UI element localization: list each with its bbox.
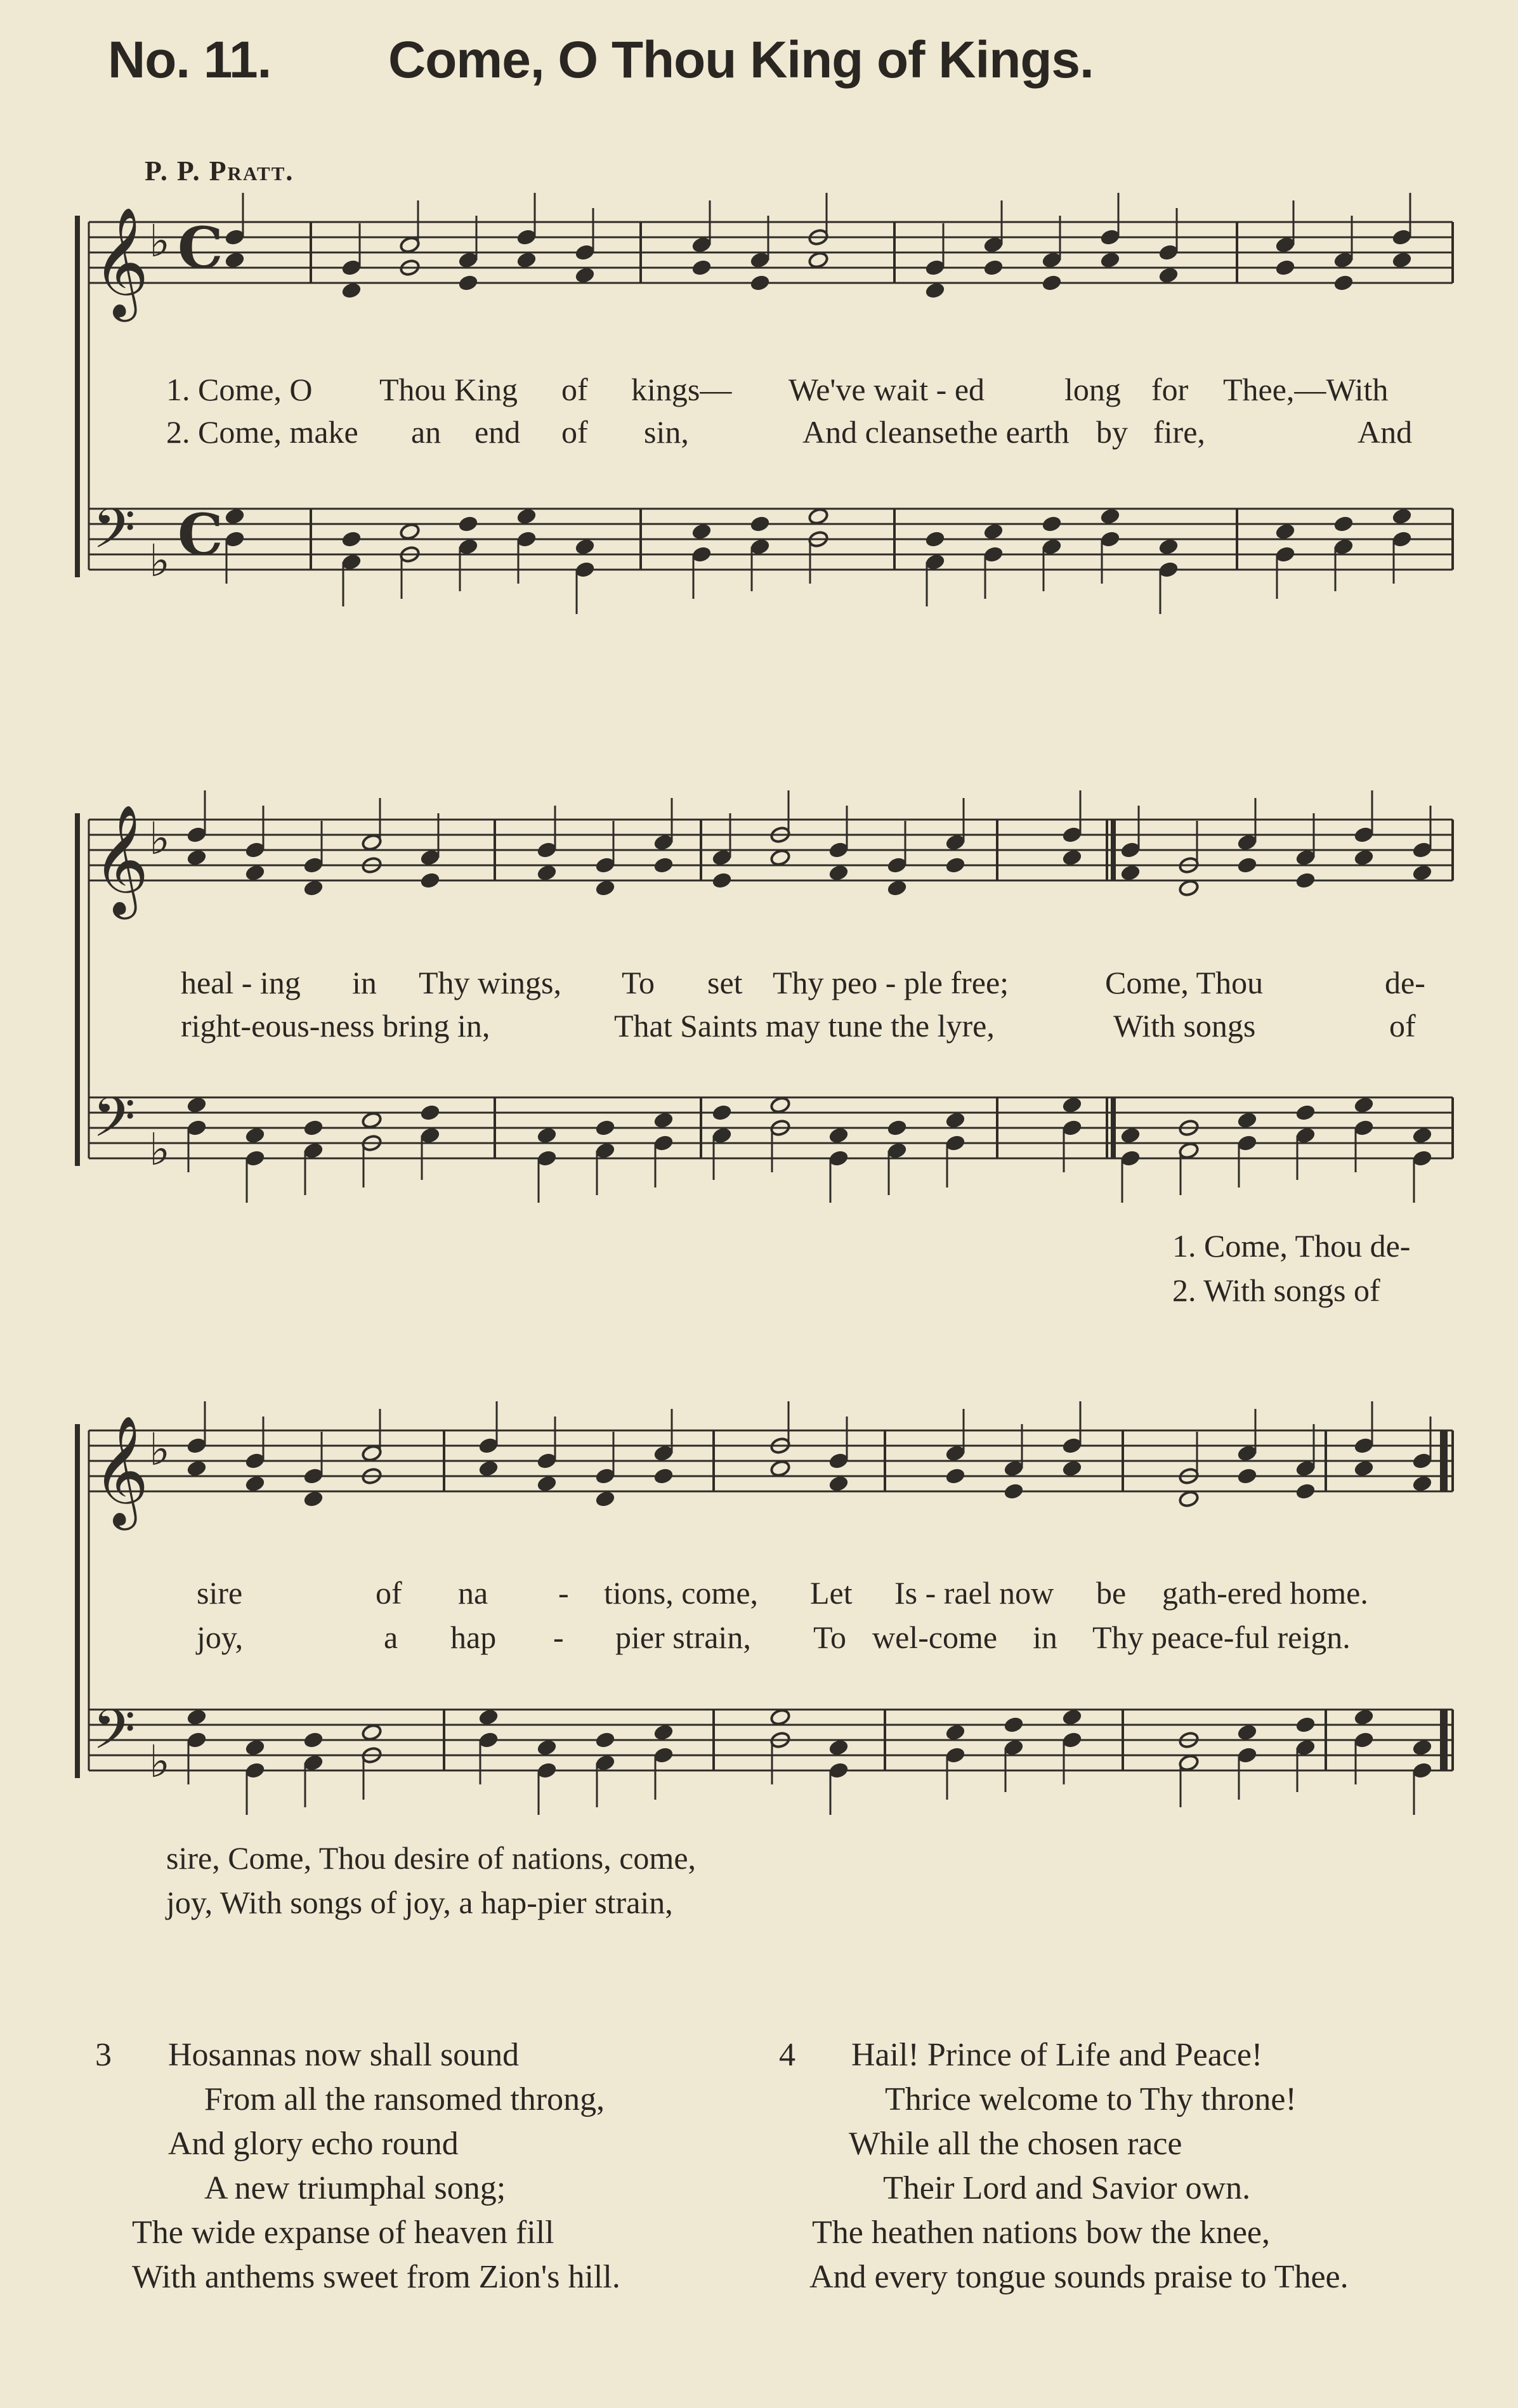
note-head <box>1353 1096 1374 1114</box>
note-head <box>945 1467 965 1485</box>
note-head <box>1061 1460 1082 1477</box>
note-head <box>1333 515 1354 533</box>
note-head <box>653 1111 674 1129</box>
lyric: 2. Come, make <box>166 414 358 450</box>
note-head <box>244 1739 265 1757</box>
note-head <box>769 1708 790 1726</box>
bass-clef-icon: 𝄢 <box>93 1698 136 1775</box>
note-head <box>691 259 712 277</box>
note-head <box>924 282 945 299</box>
note-head <box>361 1111 382 1129</box>
bass-clef-icon: 𝄢 <box>93 1085 136 1163</box>
lyric: long <box>1064 372 1121 407</box>
note-head <box>1236 1467 1257 1485</box>
note-head <box>224 507 245 525</box>
lyric: of <box>1389 1008 1416 1044</box>
lyric: sin, <box>644 414 689 450</box>
note-head <box>303 879 324 897</box>
flat-icon: ♭ <box>149 813 171 865</box>
note-head <box>536 1475 557 1493</box>
note-head <box>1411 864 1432 882</box>
lyric: heal - ing <box>181 965 301 1000</box>
note-head <box>186 1096 207 1114</box>
bass-lyric-verse-1: 1. Come, Thou de- <box>1172 1228 1411 1264</box>
note-head <box>419 872 440 889</box>
note-head <box>1178 1490 1199 1508</box>
flat-icon: ♭ <box>149 1423 171 1476</box>
note-head <box>1353 1708 1374 1726</box>
note-head <box>886 1119 907 1137</box>
bass-lyric-verse-1: sire, Come, Thou desire of nations, come, <box>166 1840 697 1876</box>
note-head <box>244 864 265 882</box>
lyric: by <box>1096 414 1128 450</box>
lyric: With songs <box>1113 1008 1256 1044</box>
lyric: - <box>553 1620 564 1655</box>
lyric: Is - rael now <box>894 1575 1054 1611</box>
note-head <box>1295 1482 1316 1500</box>
note-head <box>1158 266 1179 284</box>
note-head <box>186 1708 207 1726</box>
note-head <box>361 1724 382 1741</box>
note-head <box>419 1104 440 1122</box>
stanza-line: And every tongue sounds praise to Thee. <box>809 2259 1349 2295</box>
note-head <box>653 1467 674 1485</box>
lyric: the earth <box>959 414 1070 450</box>
lyric: 1. Come, O <box>166 372 313 407</box>
note-head <box>1120 1127 1141 1144</box>
lyric: And <box>1358 414 1413 450</box>
stanza-line: The heathen nations bow the knee, <box>812 2215 1270 2251</box>
note-head <box>303 1119 324 1137</box>
note-head <box>478 1708 499 1726</box>
note-head <box>1411 1739 1432 1757</box>
note-head <box>1274 259 1295 277</box>
lyric: sire <box>197 1575 243 1611</box>
note-head <box>1353 1460 1374 1477</box>
note-head <box>594 1490 615 1508</box>
note-head <box>1411 1127 1432 1144</box>
note-head <box>1099 507 1120 525</box>
note-head <box>711 872 732 889</box>
common-time-icon: C <box>178 501 223 568</box>
treble-clef-icon: 𝄞 <box>93 207 149 317</box>
lyric: wel-come <box>872 1620 998 1655</box>
stanza-number: 3 <box>95 2037 112 2073</box>
lyric: na <box>458 1575 488 1611</box>
lyric: in <box>1033 1620 1057 1655</box>
lyric: tions, come, <box>604 1575 759 1611</box>
note-head <box>244 1475 265 1493</box>
note-head <box>224 251 245 269</box>
stanza-line: The wide expanse of heaven fill <box>132 2215 554 2251</box>
note-head <box>1391 507 1412 525</box>
note-head <box>457 274 478 292</box>
note-head <box>749 515 770 533</box>
note-head <box>808 507 828 525</box>
note-head <box>653 856 674 874</box>
note-head <box>1003 1716 1024 1734</box>
lyric: set <box>707 965 743 1000</box>
note-head <box>828 1739 849 1757</box>
flat-icon: ♭ <box>149 1123 171 1175</box>
note-head <box>594 1119 615 1137</box>
common-time-icon: C <box>178 214 223 282</box>
note-head <box>769 849 790 867</box>
lyric: joy, <box>197 1620 244 1655</box>
note-head <box>1061 1096 1082 1114</box>
note-head <box>186 849 207 867</box>
note-head <box>516 251 537 269</box>
note-head <box>1236 1724 1257 1741</box>
note-head <box>711 1104 732 1122</box>
note-head <box>341 282 362 299</box>
note-head <box>244 1127 265 1144</box>
note-head <box>478 1460 499 1477</box>
note-head <box>945 856 965 874</box>
note-head <box>1061 849 1082 867</box>
note-head <box>536 1127 557 1144</box>
lyric: Thou King <box>379 372 518 407</box>
lyric: fire, <box>1153 414 1205 450</box>
note-head <box>1295 1716 1316 1734</box>
bass-lyric-verse-2: joy, With songs of joy, a hap-pier strain, <box>166 1885 673 1920</box>
note-head <box>1353 849 1374 867</box>
hymn-title: Come, O Thou King of Kings. <box>388 31 1094 89</box>
flat-icon: ♭ <box>149 535 171 587</box>
lyric: an <box>411 414 442 450</box>
note-head <box>1411 1475 1432 1493</box>
note-head <box>574 538 595 556</box>
flat-icon: ♭ <box>149 215 171 267</box>
stanza-line: Thrice welcome to Thy throne! <box>885 2081 1297 2117</box>
note-head <box>303 1731 324 1749</box>
lyric: of <box>561 372 588 407</box>
lyric: Thy peace-ful reign. <box>1092 1620 1351 1655</box>
note-head <box>828 864 849 882</box>
stanza-line: Hosannas now shall sound <box>168 2037 520 2073</box>
note-head <box>1120 864 1141 882</box>
note-head <box>924 530 945 548</box>
note-head <box>1333 274 1354 292</box>
stanza-line: From all the ransomed throng, <box>204 2081 605 2117</box>
flat-icon: ♭ <box>149 1736 171 1788</box>
note-head <box>1391 251 1412 269</box>
lyric: Thee,—With <box>1223 372 1389 407</box>
bass-clef-icon: 𝄢 <box>93 497 136 574</box>
note-head <box>536 864 557 882</box>
stanza-line: Their Lord and Savior own. <box>883 2170 1251 2206</box>
stanza-line: Hail! Prince of Life and Peace! <box>851 2037 1263 2073</box>
bass-lyric-verse-2: 2. With songs of <box>1172 1273 1380 1308</box>
note-head <box>594 1731 615 1749</box>
note-head <box>399 523 420 540</box>
note-head <box>886 879 907 897</box>
lyric: Come, Thou <box>1105 965 1264 1000</box>
note-head <box>808 251 828 269</box>
note-head <box>516 507 537 525</box>
note-head <box>1236 856 1257 874</box>
note-head <box>1236 1111 1257 1129</box>
lyric: And cleanse <box>802 414 959 450</box>
note-head <box>186 1460 207 1477</box>
lyric: Thy wings, <box>419 965 561 1000</box>
note-head <box>457 515 478 533</box>
lyric: That Saints may tune the lyre, <box>614 1008 995 1044</box>
lyric: Let <box>810 1575 853 1611</box>
note-head <box>749 274 770 292</box>
hymn-number: No. 11. <box>108 31 272 89</box>
lyric: right-eous-ness bring in, <box>181 1008 490 1044</box>
lyric: of <box>561 414 588 450</box>
lyric: of <box>376 1575 402 1611</box>
lyric: gath-ered home. <box>1162 1575 1368 1611</box>
composer: P. P. Pratt. <box>145 155 294 186</box>
note-head <box>1178 879 1199 897</box>
lyric: hap <box>450 1620 497 1655</box>
lyric: kings— <box>631 372 732 407</box>
lyric: end <box>474 414 521 450</box>
lyric: de- <box>1385 965 1425 1000</box>
note-head <box>1003 1482 1024 1500</box>
note-head <box>574 266 595 284</box>
treble-clef-icon: 𝄞 <box>93 804 149 915</box>
note-head <box>1158 538 1179 556</box>
note-head <box>769 1460 790 1477</box>
stanza-line: A new triumphal song; <box>204 2170 506 2206</box>
note-head <box>536 1739 557 1757</box>
lyric: We've wait - ed <box>788 372 985 407</box>
lyric: - <box>558 1575 569 1611</box>
note-head <box>1099 251 1120 269</box>
lyric: To <box>813 1620 847 1655</box>
note-head <box>341 530 362 548</box>
note-head <box>828 1127 849 1144</box>
treble-clef-icon: 𝄞 <box>93 1415 149 1526</box>
stanza-number: 4 <box>779 2037 795 2073</box>
lyric: for <box>1151 372 1189 407</box>
lyric: Thy peo - ple free; <box>773 965 1009 1000</box>
note-head <box>983 259 1004 277</box>
note-head <box>691 523 712 540</box>
stanza-line: And glory echo round <box>168 2126 459 2162</box>
lyric: in <box>352 965 377 1000</box>
lyric: a <box>384 1620 398 1655</box>
note-head <box>945 1111 965 1129</box>
lyric: To <box>622 965 655 1000</box>
lyric: be <box>1096 1575 1127 1611</box>
note-head <box>1295 872 1316 889</box>
note-head <box>945 1724 965 1741</box>
stanza-line: With anthems sweet from Zion's hill. <box>132 2259 620 2295</box>
note-head <box>769 1096 790 1114</box>
note-head <box>303 1490 324 1508</box>
note-head <box>1295 1104 1316 1122</box>
note-head <box>983 523 1004 540</box>
stanza-line: While all the chosen race <box>849 2126 1182 2162</box>
note-head <box>1061 1708 1082 1726</box>
note-head <box>1041 515 1062 533</box>
note-head <box>828 1475 849 1493</box>
note-head <box>653 1724 674 1741</box>
note-head <box>594 879 615 897</box>
note-head <box>1274 523 1295 540</box>
note-head <box>1041 274 1062 292</box>
lyric: pier strain, <box>615 1620 751 1655</box>
